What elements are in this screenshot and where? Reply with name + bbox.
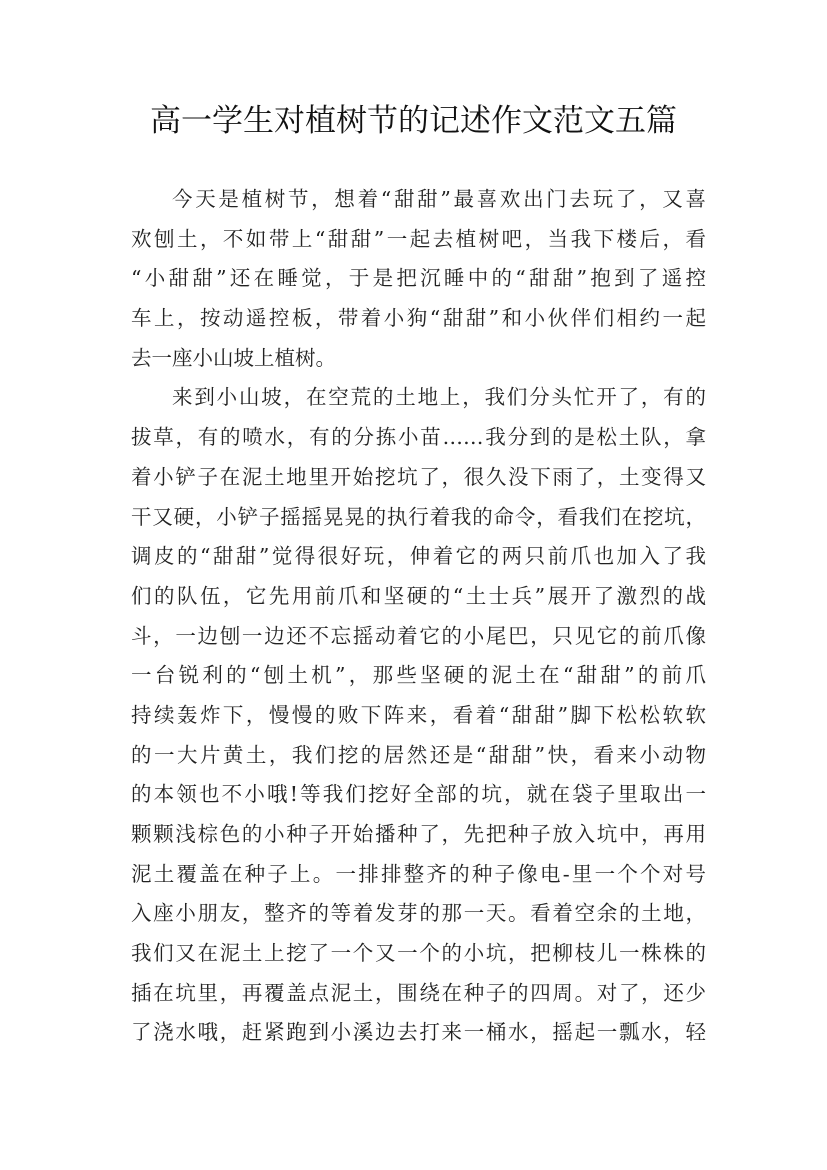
text-line: 的本领也不小哦!等我们挖好全部的坑，就在袋子里取出一 [131,782,706,807]
text-line: 着小铲子在泥土地里开始挖坑了，很久没下雨了，土变得又 [131,464,706,489]
document-body [131,180,706,1053]
text-line: 泥土覆盖在种子上。一排排整齐的种子像电-里一个个对号 [131,861,706,886]
text-line: 一台锐利的“刨土机”，那些坚硬的泥土在“甜甜”的前爪 [131,663,706,688]
text-line: 颗颗浅棕色的小种子开始播种了，先把种子放入坑中，再用 [131,822,706,846]
text-line: 斗，一边刨一边还不忘摇动着它的小尾巴，只见它的前爪像 [131,623,706,648]
text-line: 们的队伍，它先用前爪和坚硬的“土士兵”展开了激烈的战 [131,583,706,608]
text-line: 持续轰炸下，慢慢的败下阵来，看着“甜甜”脚下松松软软 [131,702,706,727]
text-line: 插在坑里，再覆盖点泥土，围绕在种子的四周。对了，还少 [131,980,706,1005]
text-line: 的一大片黄土，我们挖的居然还是“甜甜”快，看来小动物 [131,742,706,767]
text-line: 入座小朋友，整齐的等着发芽的那一天。看着空余的土地， [131,901,706,926]
text-line: “小甜甜”还在睡觉，于是把沉睡中的“甜甜”抱到了遥控 [131,266,706,291]
paragraph-2 [131,378,706,1053]
document-title: 高一学生对植树节的记述作文范文五篇 [150,103,677,139]
text-line: 去一座小山坡上植树。 [131,345,336,370]
text-line: 车上，按动遥控板，带着小狗“甜甜”和小伙伴们相约一起 [131,306,706,331]
text-line: 欢刨土，不如带上“甜甜”一起去植树吧，当我下楼后，看 [131,226,706,251]
text-line: 调皮的“甜甜”觉得很好玩，伸着它的两只前爪也加入了我 [131,544,706,569]
paragraph-1 [131,180,706,378]
text-line: 我们又在泥土上挖了一个又一个的小坑，把柳枝儿一株株的 [131,941,706,966]
text-line: 干又硬，小铲子摇摇晃晃的执行着我的命令，看我们在挖坑， [131,504,706,529]
text-line: 拔草，有的喷水，有的分拣小苗……我分到的是松土队，拿 [131,425,706,450]
text-line: 了浇水哦，赶紧跑到小溪边去打来一桶水，摇起一瓢水，轻 [131,1020,706,1045]
text-line: 今天是植树节，想着“甜甜”最喜欢出门去玩了，又喜 [172,187,706,211]
text-line: 来到小山坡，在空荒的土地上，我们分头忙开了，有的 [172,385,706,410]
